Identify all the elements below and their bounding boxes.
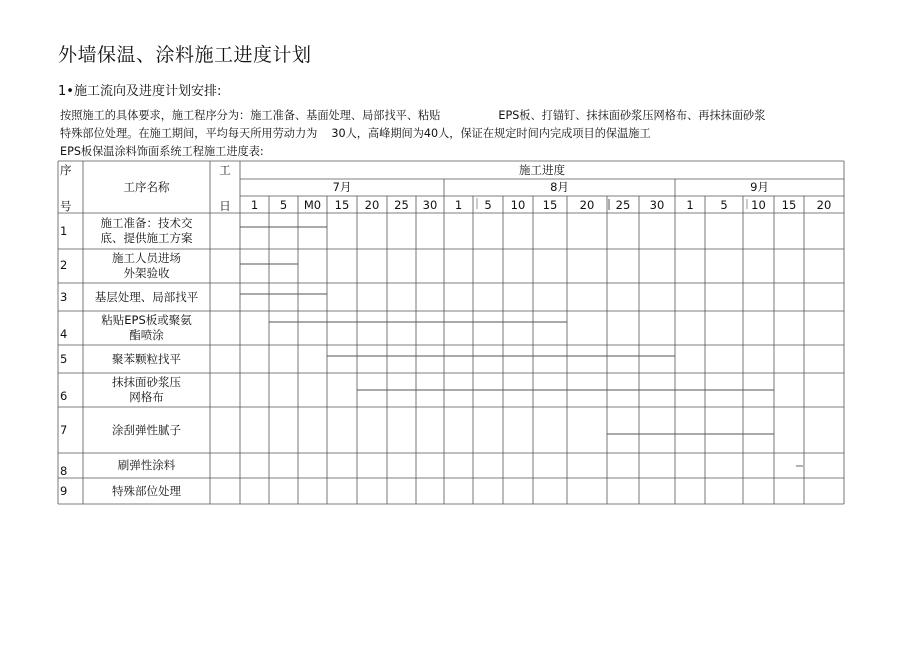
section-heading: 1•施工流向及进度计划安排: bbox=[58, 84, 222, 99]
row-number: 3 bbox=[60, 289, 68, 304]
paragraph-line-2 bbox=[60, 125, 651, 141]
header-day: 10 bbox=[510, 198, 526, 212]
header-day: 15 bbox=[542, 198, 558, 212]
row-number: 8 bbox=[60, 464, 68, 478]
header-day: 15 bbox=[781, 198, 797, 212]
header-day: 25 bbox=[615, 198, 631, 212]
task-name: 施工准备：技术交 bbox=[100, 216, 193, 230]
task-name: 施工人员进场 bbox=[112, 251, 181, 265]
header-day: 1 bbox=[686, 198, 694, 212]
header-seq: 号 bbox=[60, 199, 72, 213]
task-name: 酯喷涂 bbox=[129, 328, 164, 342]
para-text: EPS板、打锚钉、抹抹面砂浆压网格布、再抹抹面砂浆 bbox=[498, 109, 766, 122]
header-progress: 施工进度 bbox=[519, 163, 565, 177]
task-name: 粘贴EPS板或聚氨 bbox=[101, 313, 192, 327]
task-name: 外架验收 bbox=[123, 266, 170, 280]
header-workdays: 工 bbox=[219, 163, 231, 177]
header-day: 20 bbox=[364, 198, 380, 212]
header-day: 1 bbox=[250, 198, 259, 212]
header-day: 1 bbox=[454, 198, 463, 212]
header-day: 20 bbox=[816, 198, 832, 212]
task-name: 底、提供施工方案 bbox=[100, 231, 193, 245]
header-month: 8月 bbox=[550, 180, 569, 194]
row-number: 2 bbox=[60, 257, 68, 272]
header-month: 7月 bbox=[332, 180, 352, 194]
para-text: 按照施工的具体要求，施工程序分为：施工准备、基面处理、局部找平、粘贴 bbox=[60, 109, 441, 122]
row-number: 4 bbox=[60, 326, 68, 341]
document-title: 外墙保温、涂料施工进度计划 bbox=[58, 44, 312, 66]
task-name: 抹抹面砂浆压 bbox=[112, 375, 181, 389]
task-name: 涂刮弹性腻子 bbox=[112, 422, 181, 437]
row-number: 7 bbox=[60, 422, 68, 437]
task-name: 网格布 bbox=[129, 390, 164, 404]
paragraph-line-1 bbox=[60, 107, 765, 123]
header-seq: 序 bbox=[60, 163, 72, 177]
header-day: 20 bbox=[579, 198, 595, 212]
para-text: 30人，高峰期间为40人，保证在规定时间内完成项目的保温施工 bbox=[331, 127, 651, 140]
header-task-name: 工序名称 bbox=[123, 180, 170, 194]
header-day: 10 bbox=[751, 198, 766, 212]
header-day: 15 bbox=[334, 198, 350, 212]
header-day: 5 bbox=[720, 198, 728, 212]
task-name: 基层处理、局部找平 bbox=[94, 289, 199, 304]
task-name: 聚苯颗粒找平 bbox=[112, 351, 181, 366]
header-day: 5 bbox=[484, 198, 492, 212]
paragraph-line-3: EPS板保温涂料饰面系统工程施工进度表: bbox=[60, 145, 264, 158]
task-name: 刷弹性涂料 bbox=[117, 458, 176, 472]
header-month: 9月 bbox=[750, 180, 769, 194]
header-day: 25 bbox=[394, 198, 409, 212]
row-number: 5 bbox=[60, 351, 68, 366]
header-day: M0 bbox=[303, 198, 322, 212]
task-name: 特殊部位处理 bbox=[112, 483, 181, 498]
header-day: 30 bbox=[649, 198, 665, 212]
row-number: 6 bbox=[60, 388, 68, 403]
header-workdays: 日 bbox=[219, 199, 231, 213]
row-number: 1 bbox=[60, 223, 68, 238]
header-day: 30 bbox=[422, 198, 438, 212]
row-number: 9 bbox=[60, 483, 68, 498]
para-text: 特殊部位处理。在施工期间，平均每天所用劳动力为 bbox=[60, 127, 318, 140]
header-day: 5 bbox=[279, 198, 288, 212]
